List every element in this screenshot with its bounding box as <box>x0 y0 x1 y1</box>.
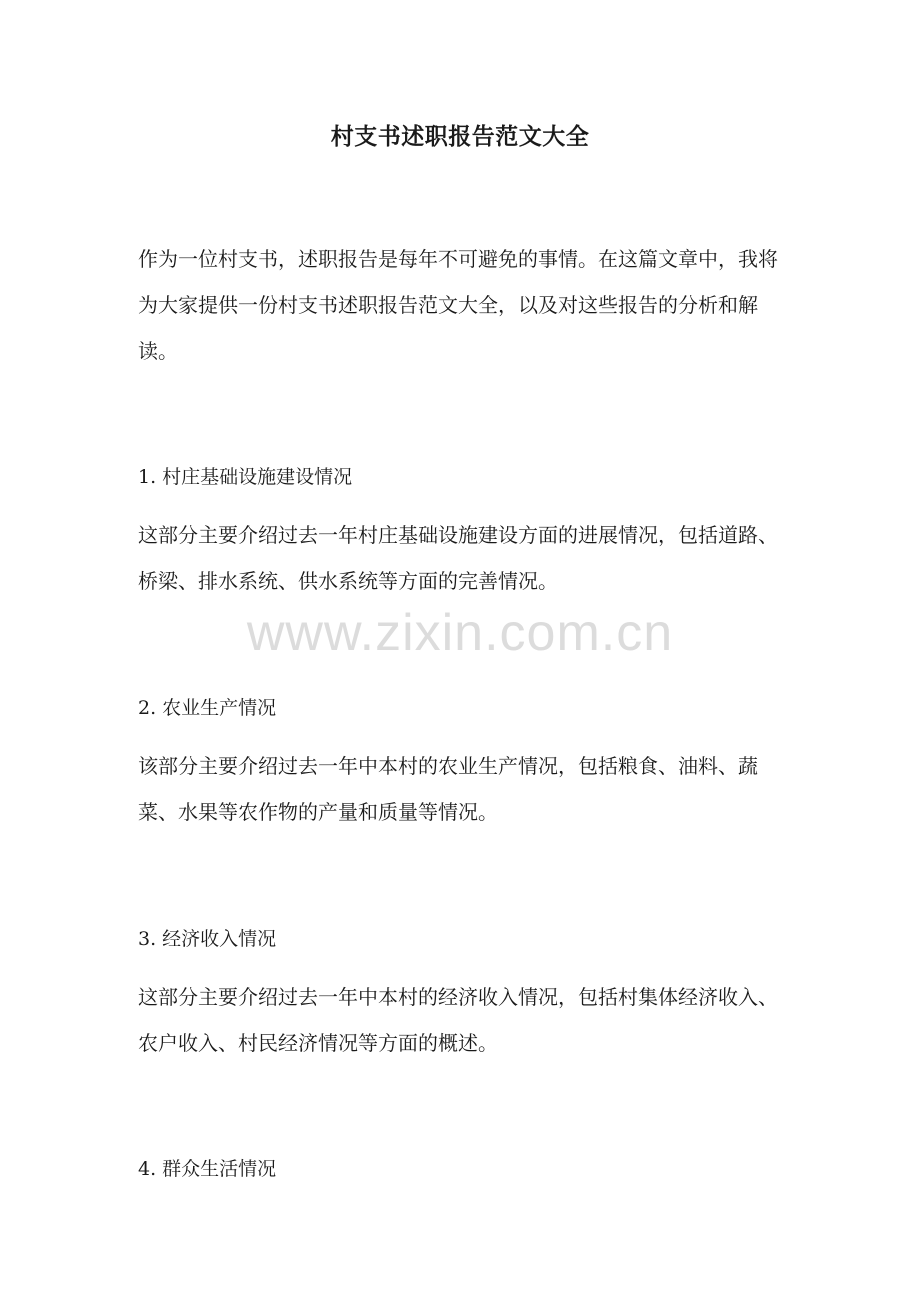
section-body-1: 这部分主要介绍过去一年村庄基础设施建设方面的进展情况，包括道路、桥梁、排水系统、供水系统等方面的完善情况。 <box>138 523 778 593</box>
section-heading-2: 2. 农业生产情况 <box>138 697 277 719</box>
section-body-3: 这部分主要介绍过去一年中本村的经济收入情况，包括村集体经济收入、农户收入、村民经济情况等方面的概述。 <box>138 985 778 1055</box>
section-heading-1: 1. 村庄基础设施建设情况 <box>138 466 353 488</box>
intro-paragraph: 作为一位村支书，述职报告是每年不可避免的事情。在这篇文章中，我将为大家提供一份村支书述职报告范文大全，以及对这些报告的分析和解读。 <box>138 247 778 363</box>
section-heading-3: 3. 经济收入情况 <box>138 928 277 950</box>
section-body-2: 该部分主要介绍过去一年中本村的农业生产情况，包括粮食、油料、蔬菜、水果等农作物的产量和质量等情况。 <box>138 754 758 824</box>
document-title: 村支书述职报告范文大全 <box>330 123 590 150</box>
watermark: www.zixin.com.cn <box>246 604 674 662</box>
section-heading-4: 4. 群众生活情况 <box>138 1158 277 1180</box>
